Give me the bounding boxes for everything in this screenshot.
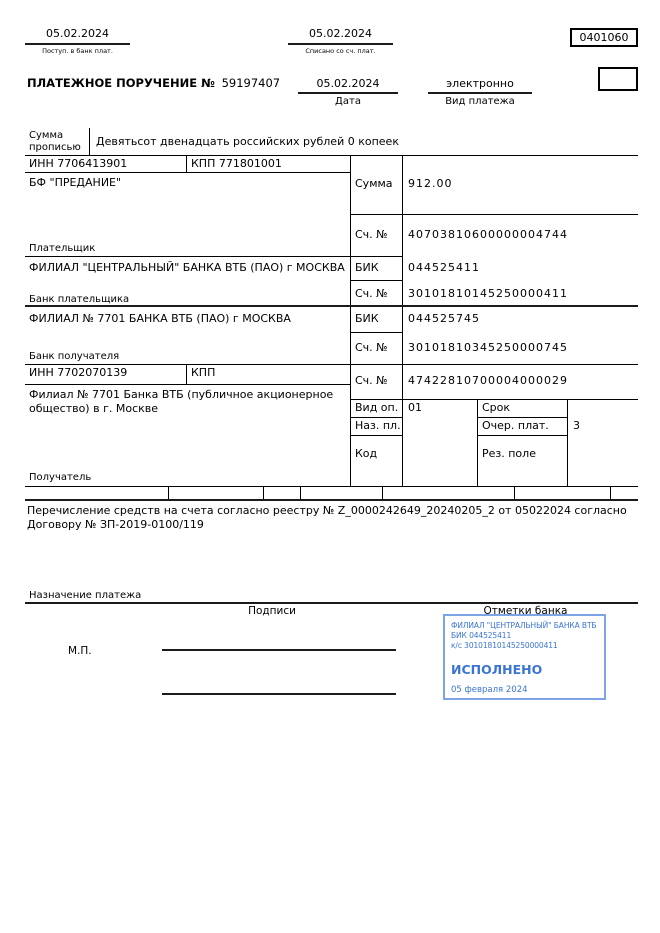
- payer-name: БФ "ПРЕДАНИЕ": [29, 176, 122, 189]
- payer-account-label: Сч. №: [355, 228, 388, 241]
- payer-inn: ИНН 7706413901: [29, 157, 128, 170]
- table-line: [350, 435, 402, 436]
- table-line: [350, 399, 638, 400]
- table-line: [186, 364, 187, 385]
- table-line: [477, 417, 567, 418]
- bank-stamp: [443, 614, 606, 700]
- priority-label: Очер. плат.: [482, 419, 549, 432]
- table-line: [168, 486, 169, 499]
- document-date: 05.02.2024: [316, 77, 380, 90]
- payee-bank-label: Банк получателя: [29, 351, 120, 362]
- payer-bank-bik-label: БИК: [355, 261, 379, 274]
- payer-bank-label: Банк плательщика: [29, 294, 130, 305]
- amount-in-words: Девятьсот двенадцать российских рублей 0 копеек: [96, 135, 399, 148]
- payee-kpp-label: КПП: [191, 366, 216, 379]
- table-line: [514, 486, 515, 499]
- amount-label: Сумма: [355, 177, 393, 190]
- table-line: [300, 486, 301, 499]
- table-line: [610, 486, 611, 499]
- payer-bank-name: ФИЛИАЛ "ЦЕНТРАЛЬНЫЙ" БАНКА ВТБ (ПАО) г МОСКВА: [29, 261, 345, 274]
- payer-label: Плательщик: [29, 243, 96, 254]
- payee-bank-bik: 044525745: [408, 312, 480, 325]
- document-number: 59197407: [221, 76, 281, 90]
- payee-bank-account-label: Сч. №: [355, 341, 388, 354]
- term-label: Срок: [482, 401, 511, 414]
- form-code-box: [570, 28, 638, 47]
- op-kind-label: Вид оп.: [355, 401, 399, 414]
- table-line: [25, 364, 638, 365]
- table-line: [402, 155, 403, 486]
- payee-account-label: Сч. №: [355, 374, 388, 387]
- payer-bank-account-label: Сч. №: [355, 287, 388, 300]
- payee-account: 47422810700004000029: [408, 374, 568, 387]
- table-line: [25, 155, 638, 156]
- op-kind-value: 01: [408, 401, 422, 414]
- table-line: [25, 499, 638, 501]
- payee-bank-account: 30101810345250000745: [408, 341, 568, 354]
- table-line: [186, 155, 187, 173]
- table-line: [477, 399, 478, 486]
- table-line: [382, 486, 383, 499]
- purpose-code-label: Наз. пл.: [355, 419, 401, 432]
- table-line: [350, 214, 638, 215]
- payee-bank-bik-label: БИК: [355, 312, 379, 325]
- table-line: [263, 486, 264, 499]
- payee-label: Получатель: [29, 472, 92, 483]
- table-line: [350, 417, 402, 418]
- signature-line-2: [162, 693, 396, 695]
- signatures-label: Подписи: [248, 605, 296, 617]
- document-date-underline: [298, 92, 398, 94]
- bank-marks-label: Отметки банка: [483, 605, 568, 617]
- payer-account: 40703810600000004744: [408, 228, 568, 241]
- receipt-date-underline: [25, 43, 130, 45]
- payer-bank-bik: 044525411: [408, 261, 480, 274]
- purpose-text: Перечисление средств на счета согласно реестру № Z_0000242649_20240205_2 от 05022024 согласно Договору № ЗП-2019-0100/119: [27, 504, 627, 531]
- table-line: [350, 332, 402, 333]
- payment-kind-code-box: [598, 67, 638, 91]
- receipt-date: 05.02.2024: [46, 27, 109, 40]
- code-label: Код: [355, 447, 378, 460]
- written-off-date: 05.02.2024: [309, 27, 372, 40]
- stamp-corr-account: к/с 30101810145250000411: [451, 641, 558, 650]
- stamp-bank-name: ФИЛИАЛ "ЦЕНТРАЛЬНЫЙ" БАНКА ВТБ: [451, 621, 597, 630]
- payee-name: Филиал № 7701 Банка ВТБ (публичное акционерное общество) в г. Москве: [29, 388, 334, 415]
- payment-kind-underline: [428, 92, 532, 94]
- priority-value: 3: [573, 419, 580, 432]
- table-line: [25, 486, 638, 487]
- table-line: [25, 305, 638, 307]
- payment-kind: электронно: [446, 77, 514, 90]
- receipt-date-caption: Поступ. в банк плат.: [42, 47, 113, 55]
- reserve-field-label: Рез. поле: [482, 447, 536, 460]
- payee-inn: ИНН 7702070139: [29, 366, 128, 379]
- payer-bank-account: 30101810145250000411: [408, 287, 568, 300]
- table-line: [25, 384, 350, 385]
- title-row: [27, 77, 280, 90]
- table-line: [89, 128, 90, 155]
- table-line: [25, 172, 350, 173]
- table-line: [567, 399, 568, 486]
- table-line: [477, 435, 567, 436]
- payer-kpp: КПП 771801001: [191, 157, 282, 170]
- table-line: [350, 155, 351, 486]
- table-line: [25, 602, 638, 604]
- page-title: ПЛАТЕЖНОЕ ПОРУЧЕНИЕ №: [27, 76, 215, 90]
- table-line: [350, 280, 402, 281]
- form-code: 0401060: [579, 31, 629, 44]
- stamp-bik: БИК 044525411: [451, 631, 512, 640]
- payment-kind-caption: Вид платежа: [445, 96, 515, 107]
- payee-bank-name: ФИЛИАЛ № 7701 БАНКА ВТБ (ПАО) г МОСКВА: [29, 312, 291, 325]
- mp-label: М.П.: [68, 645, 92, 657]
- written-off-date-caption: Списано со сч. плат.: [305, 47, 376, 55]
- written-off-date-underline: [288, 43, 393, 45]
- amount-value: 912.00: [408, 177, 453, 190]
- signature-line-1: [162, 649, 396, 651]
- stamp-date: 05 февраля 2024: [451, 685, 528, 695]
- table-line: [25, 256, 402, 257]
- document-date-caption: Дата: [335, 96, 361, 107]
- purpose-label: Назначение платежа: [29, 590, 142, 601]
- stamp-status: ИСПОЛНЕНО: [451, 662, 543, 677]
- amount-in-words-label: Сумма прописью: [29, 130, 81, 153]
